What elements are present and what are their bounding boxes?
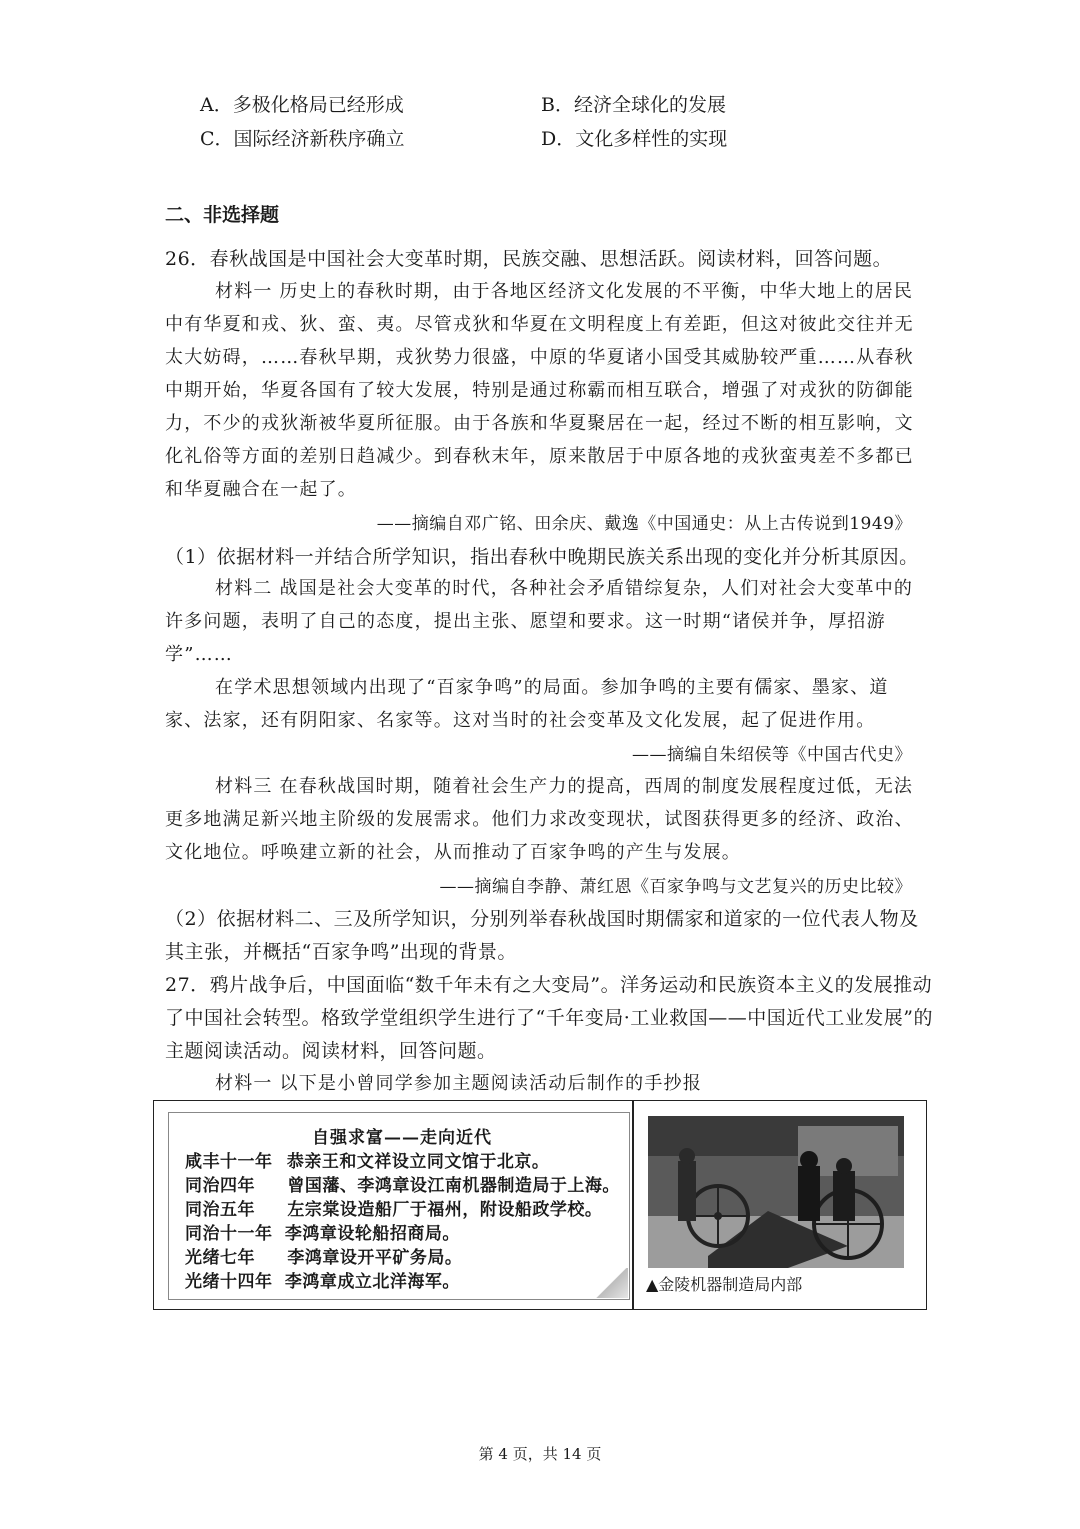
q26-m1-line: 中期开始，华夏各国有了较大发展，特别是通过称霸而相互联合，增强了对戎狄的防御能: [165, 380, 914, 401]
newspaper-row-date: 光绪十四年: [185, 1272, 273, 1292]
q26-m1-line: 力，不少的戎狄渐被华夏所征服。由于各族和华夏聚居在一起，经过不断的相互影响，文: [165, 413, 914, 434]
q26-m2-line: 学”……: [165, 644, 234, 665]
newspaper-row-date: 咸丰十一年: [185, 1152, 273, 1172]
newspaper-row-date: 同治十一年: [185, 1224, 273, 1244]
q26-m1-line: 中有华夏和戎、狄、蛮、夷。尽管戎狄和华夏在文明程度上有差距，但这对彼此交往并无: [165, 314, 914, 335]
q26-stem: 26．春秋战国是中国社会大变革时期，民族交融、思想活跃。阅读材料，回答问题。: [165, 248, 893, 270]
newspaper-row: [185, 1147, 549, 1172]
material-box-divider: [632, 1100, 634, 1310]
page-footer: 第 4 页，共 14 页: [478, 1445, 602, 1463]
option-a: A．多极化格局已经形成: [200, 94, 404, 116]
q26-m3-source: ——摘编自李静、萧红恩《百家争鸣与文艺复兴的历史比较》: [439, 877, 912, 897]
handwritten-newspaper: [168, 1112, 630, 1300]
page-curl-decoration: [596, 1268, 628, 1298]
factory-photo-illustration: [648, 1116, 904, 1268]
newspaper-row-event: 李鸿章设开平矿务局。: [287, 1248, 463, 1268]
q26-sub1: （1）依据材料一并结合所学知识，指出春秋中晚期民族关系出现的变化并分析其原因。: [165, 546, 919, 568]
q26-sub2-line: （2）依据材料二、三及所学知识，分别列举春秋战国时期儒家和道家的一位代表人物及: [165, 908, 919, 930]
q27-stem-line: 了中国社会转型。格致学堂组织学生进行了“千年变局·工业救国——中国近代工业发展”的: [165, 1007, 933, 1029]
q26-m1-line: 材料一 历史上的春秋时期，由于各地区经济文化发展的不平衡，中华大地上的居民: [215, 281, 914, 302]
q26-m2b-line: 家、法家，还有阴阳家、名家等。这对当时的社会变革及文化发展，起了促进作用。: [165, 710, 876, 731]
newspaper-row-event: 左宗棠设造船厂于福州，附设船政学校。: [287, 1200, 603, 1220]
newspaper-row: [185, 1243, 462, 1268]
historical-photo: [648, 1116, 904, 1268]
q26-m3-line: 更多地满足新兴地主阶级的发展需求。他们力求改变现状，试图获得更多的经济、政治、: [165, 809, 914, 830]
option-b: B．经济全球化的发展: [541, 94, 726, 116]
q26-m1-line: 化礼俗等方面的差别日趋减少。到春秋末年，原来散居于中原各地的戎狄蛮夷差不多都已: [165, 446, 914, 467]
newspaper-row-event: 李鸿章设轮船招商局。: [284, 1224, 460, 1244]
q26-m1-line: 太大妨碍，……春秋早期，戎狄势力很盛，中原的华夏诸小国受其威胁较严重……从春秋: [165, 347, 914, 368]
q26-m1-source: ——摘编自邓广铭、田余庆、戴逸《中国通史：从上古传说到1949》: [376, 514, 912, 534]
q26-m2b-line: 在学术思想领域内出现了“百家争鸣”的局面。参加争鸣的主要有儒家、墨家、道: [215, 677, 889, 698]
q26-m3-line: 文化地位。呼唤建立新的社会，从而推动了百家争鸣的产生与发展。: [165, 842, 741, 863]
newspaper-row: [185, 1171, 620, 1196]
q26-m1-line: 和华夏融合在一起了。: [165, 479, 357, 500]
newspaper-row-date: 同治四年: [185, 1176, 255, 1196]
q26-sub2-line: 其主张，并概括“百家争鸣”出现的背景。: [165, 941, 517, 963]
newspaper-row-event: 曾国藩、李鸿章设江南机器制造局于上海。: [287, 1176, 620, 1196]
q27-stem-line: 主题阅读活动。阅读材料，回答问题。: [165, 1040, 497, 1062]
section-title: 二、非选择题: [165, 204, 280, 226]
newspaper-row-date: 光绪七年: [185, 1248, 255, 1268]
newspaper-row-date: 同治五年: [185, 1200, 255, 1220]
newspaper-row-event: 李鸿章成立北洋海军。: [284, 1272, 460, 1292]
q26-m2-line: 许多问题，表明了自己的态度，提出主张、愿望和要求。这一时期“诸侯并争，厚招游: [165, 611, 886, 632]
q26-m3-line: 材料三 在春秋战国时期，随着社会生产力的提高，西周的制度发展程度过低，无法: [215, 776, 914, 797]
newspaper-row: [185, 1267, 460, 1292]
photo-caption: ▲金陵机器制造局内部: [646, 1275, 803, 1294]
option-d: D．文化多样性的实现: [541, 128, 728, 150]
q26-m2-source: ——摘编自朱绍侯等《中国古代史》: [632, 745, 912, 765]
newspaper-row: [185, 1195, 602, 1220]
newspaper-row-event: 恭亲王和文祥设立同文馆于北京。: [286, 1152, 550, 1172]
newspaper-title: 自强求富——走向近代: [312, 1128, 492, 1148]
q26-m2-line: 材料二 战国是社会大变革的时代，各种社会矛盾错综复杂，人们对社会大变革中的: [215, 578, 914, 599]
q27-stem-line: 27．鸦片战争后，中国面临“数千年未有之大变局”。洋务运动和民族资本主义的发展推动: [165, 974, 933, 996]
newspaper-row: [185, 1219, 460, 1244]
option-c: C．国际经济新秩序确立: [200, 128, 405, 150]
q27-m1-intro: 材料一 以下是小曾同学参加主题阅读活动后制作的手抄报: [215, 1073, 702, 1094]
